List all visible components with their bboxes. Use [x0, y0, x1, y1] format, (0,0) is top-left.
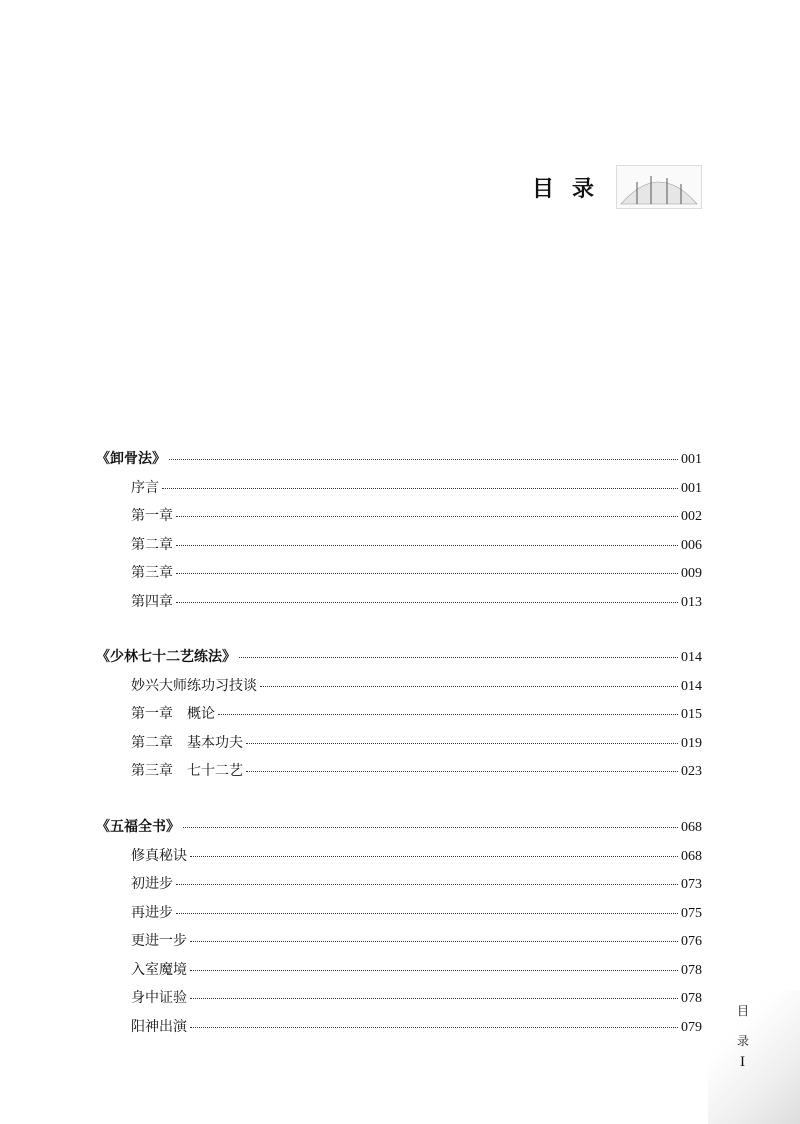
toc-page-number: 073 [681, 877, 702, 892]
dot-leader [190, 941, 678, 942]
toc-chapter-entry[interactable] [96, 1016, 702, 1045]
dot-leader [176, 573, 678, 574]
toc-chapter-entry[interactable] [96, 760, 702, 789]
toc-page-number: 079 [681, 1019, 702, 1035]
toc-entry-label: 第二章 基本功夫 [131, 734, 243, 751]
toc-page-number: 002 [681, 509, 702, 524]
toc-page-number: 075 [681, 905, 702, 921]
side-tab-label: 目录 [736, 1004, 749, 1048]
dot-leader [162, 488, 678, 489]
dot-leader [169, 459, 678, 460]
toc-page-number: 006 [681, 537, 702, 553]
toc-entry-label: 妙兴大师练功习技谈 [131, 677, 257, 694]
toc-entry-label: 入室魔境 [131, 961, 187, 978]
toc-chapter-entry[interactable] [96, 845, 702, 874]
toc-chapter-entry[interactable] [96, 987, 702, 1016]
toc-chapter-entry[interactable] [96, 959, 702, 988]
dot-leader [176, 545, 678, 546]
toc-page-number: 019 [681, 735, 702, 751]
toc-page-number: 023 [681, 764, 702, 779]
dot-leader [218, 714, 678, 715]
page-title: 目录 [532, 177, 613, 202]
toc-entry-label: 修真秘诀 [131, 847, 187, 864]
toc-page-number: 068 [681, 820, 702, 835]
dot-leader [239, 657, 678, 658]
toc-chapter-entry[interactable] [96, 591, 702, 620]
toc-section [96, 646, 702, 789]
toc-page-number: 014 [681, 650, 702, 665]
toc-page-number: 009 [681, 566, 702, 581]
toc-page-number: 078 [681, 962, 702, 978]
toc-entry-label: 阳神出演 [131, 1018, 187, 1035]
toc-chapter-entry[interactable] [96, 562, 702, 591]
toc-entry-label: 《卸骨法》 [96, 451, 166, 467]
corner-decoration-image [708, 990, 800, 1124]
dot-leader [190, 970, 678, 971]
toc-page-number: 068 [681, 848, 702, 864]
toc-book-entry[interactable] [96, 646, 702, 675]
toc-entry-label: 初进步 [131, 876, 173, 892]
toc-page-number: 078 [681, 991, 702, 1006]
dot-leader [183, 827, 678, 828]
toc-page-number: 001 [681, 452, 702, 467]
toc-entry-label: 再进步 [131, 904, 173, 921]
dot-leader [246, 771, 678, 772]
toc-book-entry[interactable] [96, 448, 702, 477]
toc-page-number: 076 [681, 934, 702, 949]
toc-chapter-entry[interactable] [96, 534, 702, 563]
toc-chapter-entry[interactable] [96, 930, 702, 959]
toc-page-number: 001 [681, 480, 702, 496]
dot-leader [190, 856, 678, 857]
dot-leader [176, 884, 678, 885]
toc-entry-label: 第二章 [131, 536, 173, 553]
toc-chapter-entry[interactable] [96, 732, 702, 761]
toc-page-number: 013 [681, 594, 702, 610]
toc-book-entry[interactable] [96, 816, 702, 845]
toc-chapter-entry[interactable] [96, 703, 702, 732]
toc-section [96, 816, 702, 1044]
toc-entry-label: 更进一步 [131, 933, 187, 949]
dot-leader [190, 998, 678, 999]
toc-chapter-entry[interactable] [96, 675, 702, 704]
toc-entry-label: 《五福全书》 [96, 819, 180, 835]
toc-entry-label: 第三章 [131, 565, 173, 581]
toc-chapter-entry[interactable] [96, 873, 702, 902]
title-ornament-image [616, 165, 702, 209]
toc-chapter-entry[interactable] [96, 477, 702, 506]
toc-entry-label: 第四章 [131, 593, 173, 610]
toc-entry-label: 《少林七十二艺练法》 [96, 649, 236, 665]
toc-entry-label: 第一章 概论 [131, 706, 215, 722]
toc-entry-label: 第三章 七十二艺 [131, 763, 243, 779]
toc-entry-label: 第一章 [131, 508, 173, 524]
toc-entry-label: 序言 [131, 479, 159, 496]
dot-leader [260, 686, 678, 687]
toc-page-number: 014 [681, 678, 702, 694]
toc-entry-label: 身中证验 [131, 990, 187, 1006]
dot-leader [246, 743, 678, 744]
toc-chapter-entry[interactable] [96, 902, 702, 931]
dot-leader [176, 516, 678, 517]
toc-page-number: 015 [681, 707, 702, 722]
dot-leader [176, 913, 678, 914]
toc-section [96, 448, 702, 619]
page-number: I [740, 1054, 745, 1070]
toc-chapter-entry[interactable] [96, 505, 702, 534]
dot-leader [176, 602, 678, 603]
dot-leader [190, 1027, 678, 1028]
